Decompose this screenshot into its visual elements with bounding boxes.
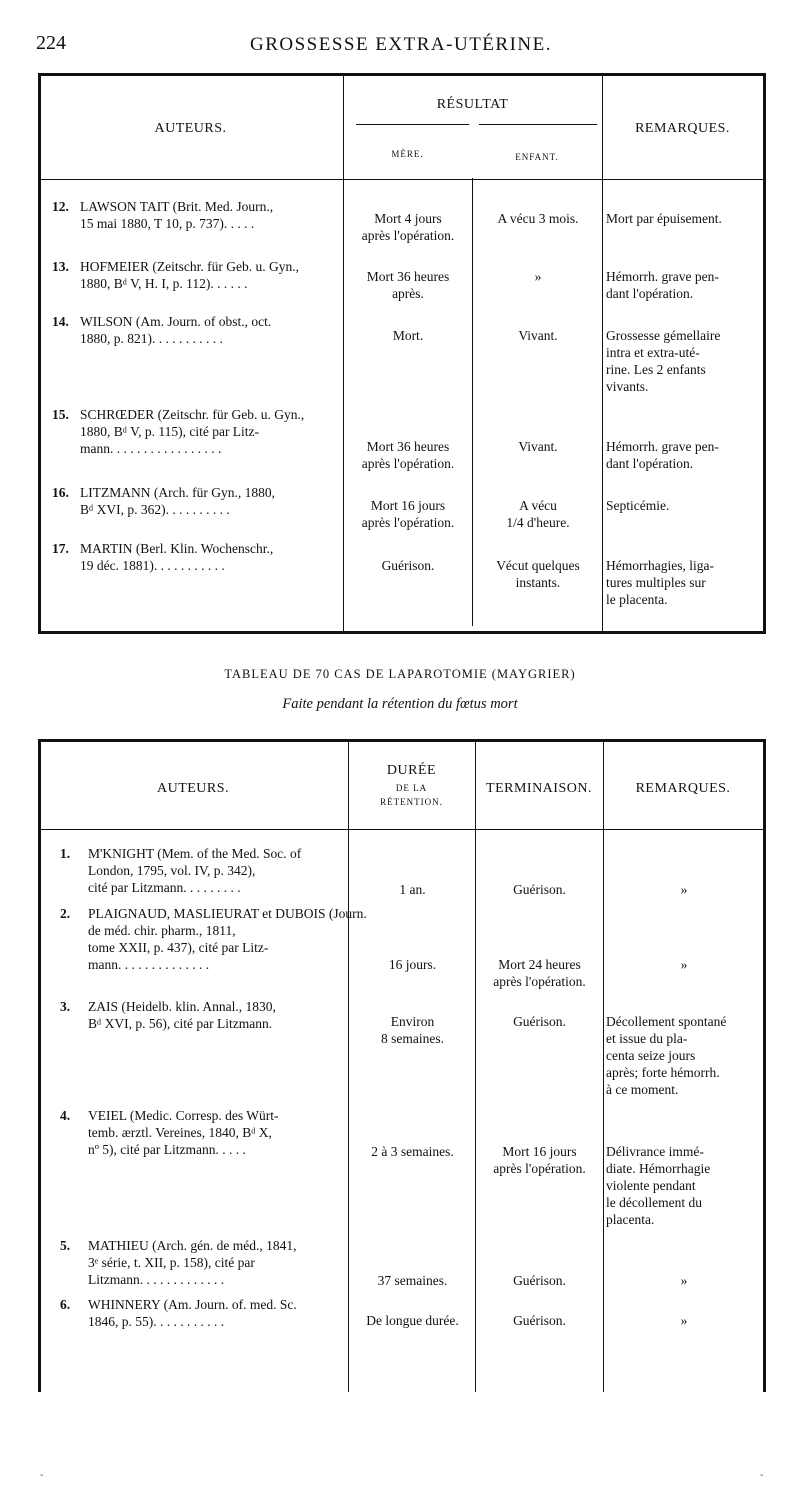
- author-citation-line: Litzmann. . . . . . . . . . . . .: [88, 1272, 225, 1287]
- remarks-line: intra et extra-uté-: [606, 345, 700, 360]
- retention-duration-line: 2 à 3 semaines.: [371, 1144, 454, 1159]
- row-number: 17.: [52, 541, 69, 556]
- remarks-line: vivants.: [606, 379, 649, 394]
- table-subcaption: Faite pendant la rétention du fœtus mort: [282, 696, 518, 712]
- result-child-line: A vécu 3 mois.: [497, 211, 579, 226]
- author-citation-line: LAWSON TAIT (Brit. Med. Journ.,: [80, 199, 274, 214]
- remarks: [606, 1312, 762, 1329]
- result-child: [474, 557, 602, 591]
- row-number: 15.: [52, 407, 69, 422]
- retention-duration-line: Environ: [390, 1014, 435, 1029]
- remarks-line: »: [680, 957, 688, 972]
- column-header-remarks: REMARQUES.: [635, 781, 731, 796]
- author-citation-line: PLAIGNAUD, MASLIEURAT et DUBOIS (Journ.: [88, 906, 367, 921]
- author-citation-line: MARTIN (Berl. Klin. Wochenschr.,: [80, 541, 274, 556]
- column-header-outcome: TERMINAISON.: [486, 781, 592, 796]
- column-divider: [472, 178, 473, 626]
- author-citation: [88, 1296, 374, 1330]
- result-child-line: Vécut quelques: [496, 558, 580, 573]
- outcome-line: Mort 16 jours: [502, 1144, 577, 1159]
- author-citation-line: 15 mai 1880, T 10, p. 737). . . . .: [80, 216, 255, 231]
- column-header-remarks: REMARQUES.: [635, 121, 730, 136]
- author-citation-line: London, 1795, vol. IV, p. 342),: [88, 863, 256, 878]
- outcome: [477, 881, 602, 898]
- remarks: [606, 268, 762, 302]
- result-mother: [344, 497, 472, 531]
- author-citation-line: MATHIEU (Arch. gén. de méd., 1841,: [88, 1238, 297, 1253]
- remarks-line: Grossesse gémellaire: [606, 328, 721, 343]
- result-child: [474, 268, 602, 285]
- remarks-line: centa seize jours: [606, 1048, 696, 1063]
- remarks: [606, 1013, 762, 1098]
- column-header-duration-sub1: DE LA: [395, 783, 428, 793]
- author-citation-line: Bᵈ XVI, p. 362). . . . . . . . . .: [80, 502, 230, 517]
- outcome-line: après l'opération.: [493, 974, 586, 989]
- remarks-line: à ce moment.: [606, 1082, 679, 1097]
- outcome-line: Guérison.: [513, 1313, 566, 1328]
- result-mother-line: après.: [392, 286, 424, 301]
- result-mother-line: Mort.: [392, 328, 424, 343]
- result-child: [474, 497, 602, 531]
- row-number: 6.: [60, 1297, 71, 1312]
- outcome: [477, 1143, 602, 1177]
- remarks-line: dant l'opération.: [606, 286, 694, 301]
- remarks-line: Décollement spontané: [606, 1014, 727, 1029]
- author-citation-line: LITZMANN (Arch. für Gyn., 1880,: [80, 485, 275, 500]
- result-child: [474, 438, 602, 455]
- column-header-authors: AUTEURS.: [156, 781, 230, 796]
- remarks-line: dant l'opération.: [606, 456, 694, 471]
- page-header: [36, 32, 766, 56]
- result-mother-line: après l'opération.: [361, 228, 455, 243]
- retention-duration-line: 1 an.: [399, 882, 426, 897]
- outcome: [477, 1312, 602, 1329]
- retention-duration: [350, 956, 475, 973]
- result-mother: [344, 557, 472, 574]
- retention-duration-line: 8 semaines.: [381, 1031, 444, 1046]
- author-citation: [88, 905, 374, 973]
- result-mother-line: Mort 16 jours: [370, 498, 446, 513]
- margin-mark: -: [760, 1470, 764, 1481]
- result-mother-line: Mort 36 heures: [366, 269, 450, 284]
- author-citation-line: 1880, Bᵈ V, H. I, p. 112). . . . . .: [80, 276, 248, 291]
- result-mother-line: après l'opération.: [361, 456, 455, 471]
- result-child-line: Vivant.: [518, 439, 558, 454]
- outcome: [477, 1272, 602, 1289]
- running-title: GROSSESSE EXTRA-UTÉRINE.: [249, 34, 552, 55]
- result-child-line: 1/4 d'heure.: [506, 515, 570, 530]
- author-citation: [80, 198, 372, 232]
- author-citation-line: VEIEL (Medic. Corresp. des Würt-: [88, 1108, 279, 1123]
- row-number: 13.: [52, 259, 69, 274]
- author-citation-line: SCHRŒDER (Zeitschr. für Geb. u. Gyn.,: [80, 407, 305, 422]
- result-child-line: instants.: [515, 575, 561, 590]
- remarks-line: violente pendant: [606, 1178, 696, 1193]
- column-header-authors: AUTEURS.: [154, 121, 227, 136]
- result-mother: [344, 268, 472, 302]
- retention-duration: [350, 1143, 475, 1160]
- author-citation: [80, 313, 372, 347]
- result-child-line: A vécu: [519, 498, 557, 513]
- result-mother: [344, 438, 472, 472]
- author-citation: [80, 406, 372, 457]
- author-citation: [80, 258, 372, 292]
- author-citation-line: HOFMEIER (Zeitschr. für Geb. u. Gyn.,: [80, 259, 299, 274]
- outcome: [477, 1013, 602, 1030]
- result-mother-line: Mort 4 jours: [374, 211, 442, 226]
- author-citation-line: cité par Litzmann. . . . . . . . .: [88, 880, 241, 895]
- author-citation-line: mann. . . . . . . . . . . . . . . . .: [80, 441, 222, 456]
- retention-duration: [350, 881, 475, 898]
- remarks-line: Mort par épuisement.: [606, 211, 722, 226]
- remarks-line: diate. Hémorrhagie: [606, 1161, 711, 1176]
- outcome-line: Guérison.: [513, 882, 566, 897]
- retention-duration: [350, 1272, 475, 1289]
- remarks-line: et issue du pla-: [606, 1031, 688, 1046]
- page-number: 224: [36, 32, 66, 54]
- author-citation-line: ZAIS (Heidelb. klin. Annal., 1830,: [88, 999, 276, 1014]
- remarks: [606, 881, 762, 898]
- author-citation: [88, 1107, 374, 1158]
- result-mother: [344, 327, 472, 344]
- author-citation-line: Bᵈ XVI, p. 56), cité par Litzmann.: [88, 1016, 273, 1031]
- remarks-line: »: [680, 882, 688, 897]
- remarks: [606, 956, 762, 973]
- retention-duration: [350, 1312, 475, 1329]
- author-citation: [80, 540, 372, 574]
- author-citation: [88, 845, 374, 896]
- result-child: [474, 327, 602, 344]
- author-citation-line: WILSON (Am. Journ. of obst., oct.: [80, 314, 272, 329]
- author-citation: [88, 998, 374, 1032]
- author-citation-line: 1846, p. 55). . . . . . . . . . .: [88, 1314, 225, 1329]
- remarks-line: »: [680, 1313, 688, 1328]
- author-citation-line: 1880, Bᵈ V, p. 115), cité par Litz-: [80, 424, 260, 439]
- remarks-line: Septicémie.: [606, 498, 670, 513]
- retention-duration-line: 16 jours.: [388, 957, 437, 972]
- author-citation-line: nº 5), cité par Litzmann. . . . .: [88, 1142, 246, 1157]
- remarks-line: »: [680, 1273, 688, 1288]
- author-citation-line: de méd. chir. pharm., 1811,: [88, 923, 236, 938]
- author-citation-line: M'KNIGHT (Mem. of the Med. Soc. of: [88, 846, 302, 861]
- remarks-line: le décollement du: [606, 1195, 702, 1210]
- remarks-line: Délivrance immé-: [606, 1144, 704, 1159]
- remarks-line: Hémorrh. grave pen-: [606, 269, 719, 284]
- remarks-line: placenta.: [606, 1212, 655, 1227]
- row-number: 5.: [60, 1238, 71, 1253]
- retention-duration-line: 37 semaines.: [377, 1273, 448, 1288]
- remarks: [606, 210, 762, 227]
- column-header-mother: MÈRE.: [391, 149, 424, 159]
- author-citation-line: WHINNERY (Am. Journ. of. med. Sc.: [88, 1297, 297, 1312]
- result-child-line: Vivant.: [518, 328, 558, 343]
- outcome: [477, 956, 602, 990]
- remarks: [606, 327, 762, 395]
- remarks: [606, 438, 762, 472]
- outcome-line: Mort 24 heures: [498, 957, 581, 972]
- remarks-line: rine. Les 2 enfants: [606, 362, 706, 377]
- outcome-line: Guérison.: [513, 1014, 566, 1029]
- outcome-line: Guérison.: [513, 1273, 566, 1288]
- author-citation-line: 19 déc. 1881). . . . . . . . . . .: [80, 558, 225, 573]
- retention-duration-line: De longue durée.: [366, 1313, 459, 1328]
- table-caption: TABLEAU DE 70 CAS DE LAPAROTOMIE (MAYGRIER): [224, 667, 576, 681]
- result-mother-line: après l'opération.: [361, 515, 455, 530]
- remarks: [606, 1143, 762, 1228]
- author-citation-line: tome XXII, p. 437), cité par Litz-: [88, 940, 269, 955]
- row-number: 2.: [60, 906, 71, 921]
- remarks: [606, 1272, 762, 1289]
- column-header-child: ENFANT.: [515, 152, 559, 162]
- author-citation-line: temb. ærztl. Vereines, 1840, Bᵈ X,: [88, 1125, 272, 1140]
- result-mother: [344, 210, 472, 244]
- outcome-line: après l'opération.: [493, 1161, 586, 1176]
- column-header-duration-sub2: RÉTENTION.: [380, 797, 443, 807]
- remarks-line: Hémorrh. grave pen-: [606, 439, 719, 454]
- margin-mark: -: [40, 1470, 44, 1481]
- author-citation-line: 1880, p. 821). . . . . . . . . . .: [80, 331, 223, 346]
- row-number: 3.: [60, 999, 71, 1014]
- row-number: 16.: [52, 485, 69, 500]
- result-mother-line: Guérison.: [381, 558, 435, 573]
- column-header-result: RÉSULTAT: [436, 97, 509, 112]
- result-child-line: »: [534, 269, 542, 284]
- remarks-line: après; forte hémorrh.: [606, 1065, 720, 1080]
- result-child: [474, 210, 602, 227]
- remarks-line: tures multiples sur: [606, 575, 706, 590]
- remarks-line: Hémorrhagies, liga-: [606, 558, 714, 573]
- author-citation-line: 3ᵉ série, t. XII, p. 158), cité par: [88, 1255, 255, 1270]
- column-header-duration: DURÉE: [386, 763, 437, 778]
- remarks: [606, 497, 762, 514]
- row-number: 4.: [60, 1108, 71, 1123]
- remarks-line: le placenta.: [606, 592, 668, 607]
- author-citation-line: mann. . . . . . . . . . . . . .: [88, 957, 210, 972]
- result-mother-line: Mort 36 heures: [366, 439, 450, 454]
- remarks: [606, 557, 762, 608]
- author-citation: [88, 1237, 374, 1288]
- retention-duration: [350, 1013, 475, 1047]
- row-number: 12.: [52, 199, 69, 214]
- row-number: 1.: [60, 846, 71, 861]
- author-citation: [80, 484, 372, 518]
- row-number: 14.: [52, 314, 69, 329]
